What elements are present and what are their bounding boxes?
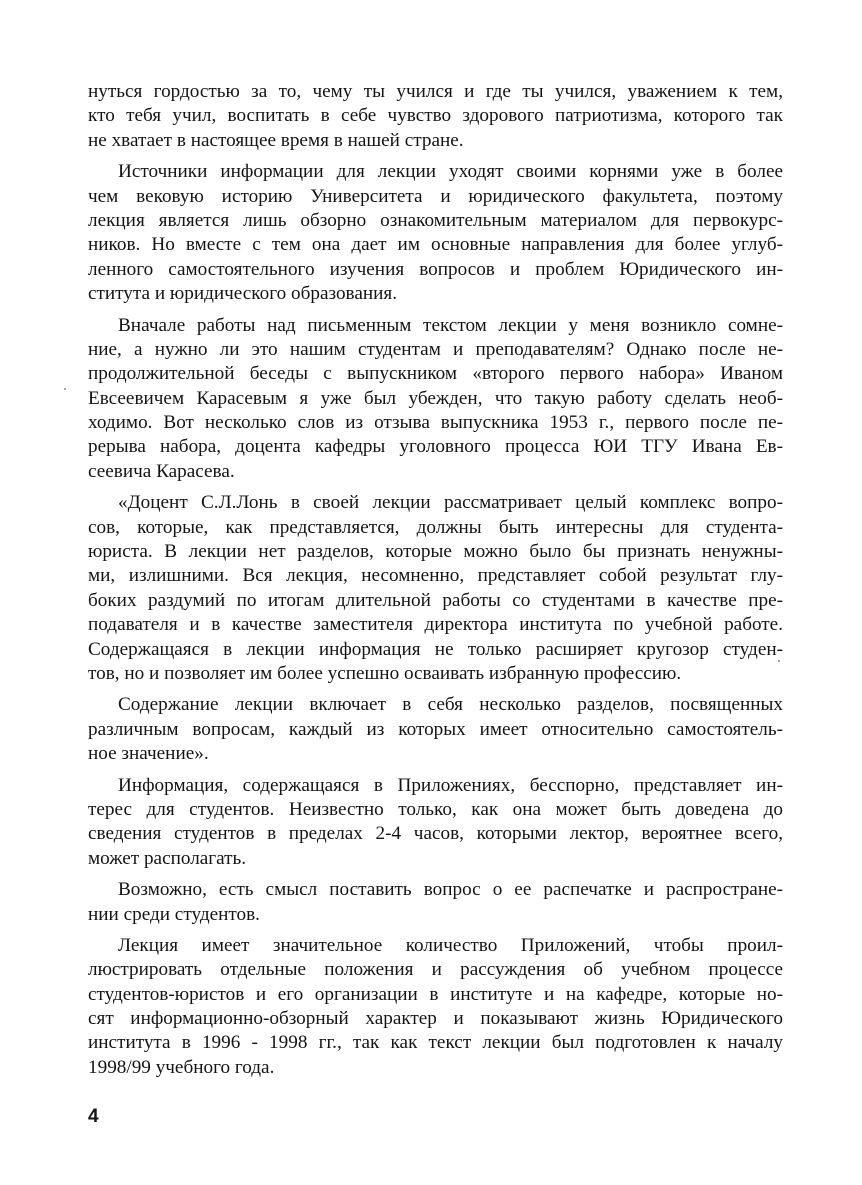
paragraph [88,774,783,872]
text-line: Содержание лекции включает в себя несколько разделов, посвященных [118,694,783,716]
paragraph-gap [88,484,783,491]
quote-paragraph [88,693,783,766]
text-line: ми, излишними. Вся лекция, несомненно, представляет собой результат глу- [88,565,783,587]
text-line: ститута и юридического образования. [88,283,398,305]
paragraph [88,314,783,485]
text-line: Информация, содержащаяся в Приложениях, бесспорно, представляет ин- [118,774,783,796]
text-line: ленного самостоятельного изучения вопросов и проблем Юридического ин- [88,258,783,280]
text-line: рерыва набора, доцента кафедры уголовного процесса ЮИ ТГУ Ивана Ев- [88,436,783,458]
text-line: сеевича Карасева. [88,460,235,482]
text-line: сведения студентов в пределах 2-4 часов, которыми лектор, вероятнее всего, [88,823,783,845]
text-line: Вначале работы над письменным текстом лекции у меня возникло сомне- [118,314,783,336]
text-line: люстрировать отдельные положения и рассуждения об учебном процессе [88,959,783,981]
paragraph-gap [88,871,783,878]
text-line: нуться гордостью за то, чему ты учился и где ты учился, уважением к тем, [88,81,783,102]
text-line: тов, но и позволяет им более успешно осваивать избранную профессию. [88,662,682,684]
text-line: ходимо. Вот несколько слов из отзыва выпускника 1953 г., первого после пе- [88,412,783,434]
paragraph [88,80,783,153]
text-line: Содержащаяся в лекции информация не только расширяет кругозор студен- [88,638,783,660]
text-line: чем вековую историю Университета и юридического факультета, поэтому [88,185,783,207]
paragraph [88,934,783,1080]
text-line: Источники информации для лекции уходят своими корнями уже в более [118,161,783,183]
text-line: подавателя и в качестве заместителя директора института по учебной работе. [88,614,783,636]
text-line: нии среди студентов. [88,903,260,925]
paragraph [88,160,783,306]
paragraph-gap [88,927,783,934]
paragraph-gap [88,153,783,160]
text-line: сов, которые, как представляется, должны быть интересны для студента- [88,516,783,538]
text-line: 1998/99 учебного года. [88,1056,275,1078]
text-line: сят информационно-обзорный характер и показывают жизнь Юридического [88,1008,783,1030]
page-number: 4 [88,1106,99,1127]
text-line: «Доцент С.Л.Лонь в своей лекции рассматривает целый комплекс вопро- [118,492,783,514]
text-line: лекция является лишь обзорно ознакомительным материалом для первокурс- [88,209,783,231]
text-line: Лекция имеет значительное количество Приложений, чтобы проил- [118,934,783,956]
text-line: не хватает в настоящее время в нашей стране. [88,129,464,151]
text-line: ников. Но вместе с тем она дает им основные направления для более углуб- [88,234,783,256]
text-line: института в 1996 - 1998 гг., так как текст лекции был подготовлен к началу [88,1032,783,1054]
text-line: юриста. В лекции нет разделов, которые можно было бы признать ненужны- [88,541,783,563]
text-line: кто тебя учил, воспитать в себе чувство здорового патриотизма, которого так [88,105,783,127]
text-line: Возможно, есть смысл поставить вопрос о ее распечатке и распростране- [118,879,783,901]
paragraph-gap [88,767,783,774]
text-line: различным вопросам, каждый из которых имеет относительно самостоятель- [88,718,783,740]
paragraph-gap [88,686,783,693]
text-line: может располагать. [88,847,247,869]
paragraph [88,878,783,927]
scan-speck [778,660,780,662]
text-line: ние, а нужно ли это нашим студентам и преподавателям? Однако после не- [88,338,783,360]
text-line: боких раздумий по итогам длительной работы со студентами в качестве пре- [88,589,783,611]
document-body [88,80,783,1080]
paragraph-gap [88,307,783,314]
text-line: Евсеевичем Карасевым я уже был убежден, что такую работу сделать необ- [88,387,783,409]
text-line: терес для студентов. Неизвестно только, как она может быть доведена до [88,798,783,820]
text-line: ное значение». [88,743,209,765]
quote-paragraph [88,491,783,686]
scan-speck [64,388,66,390]
text-line: студентов-юристов и его организации в институте и на кафедре, которые но- [88,983,783,1005]
text-line: продолжительной беседы с выпускником «второго первого набора» Иваном [88,363,783,385]
